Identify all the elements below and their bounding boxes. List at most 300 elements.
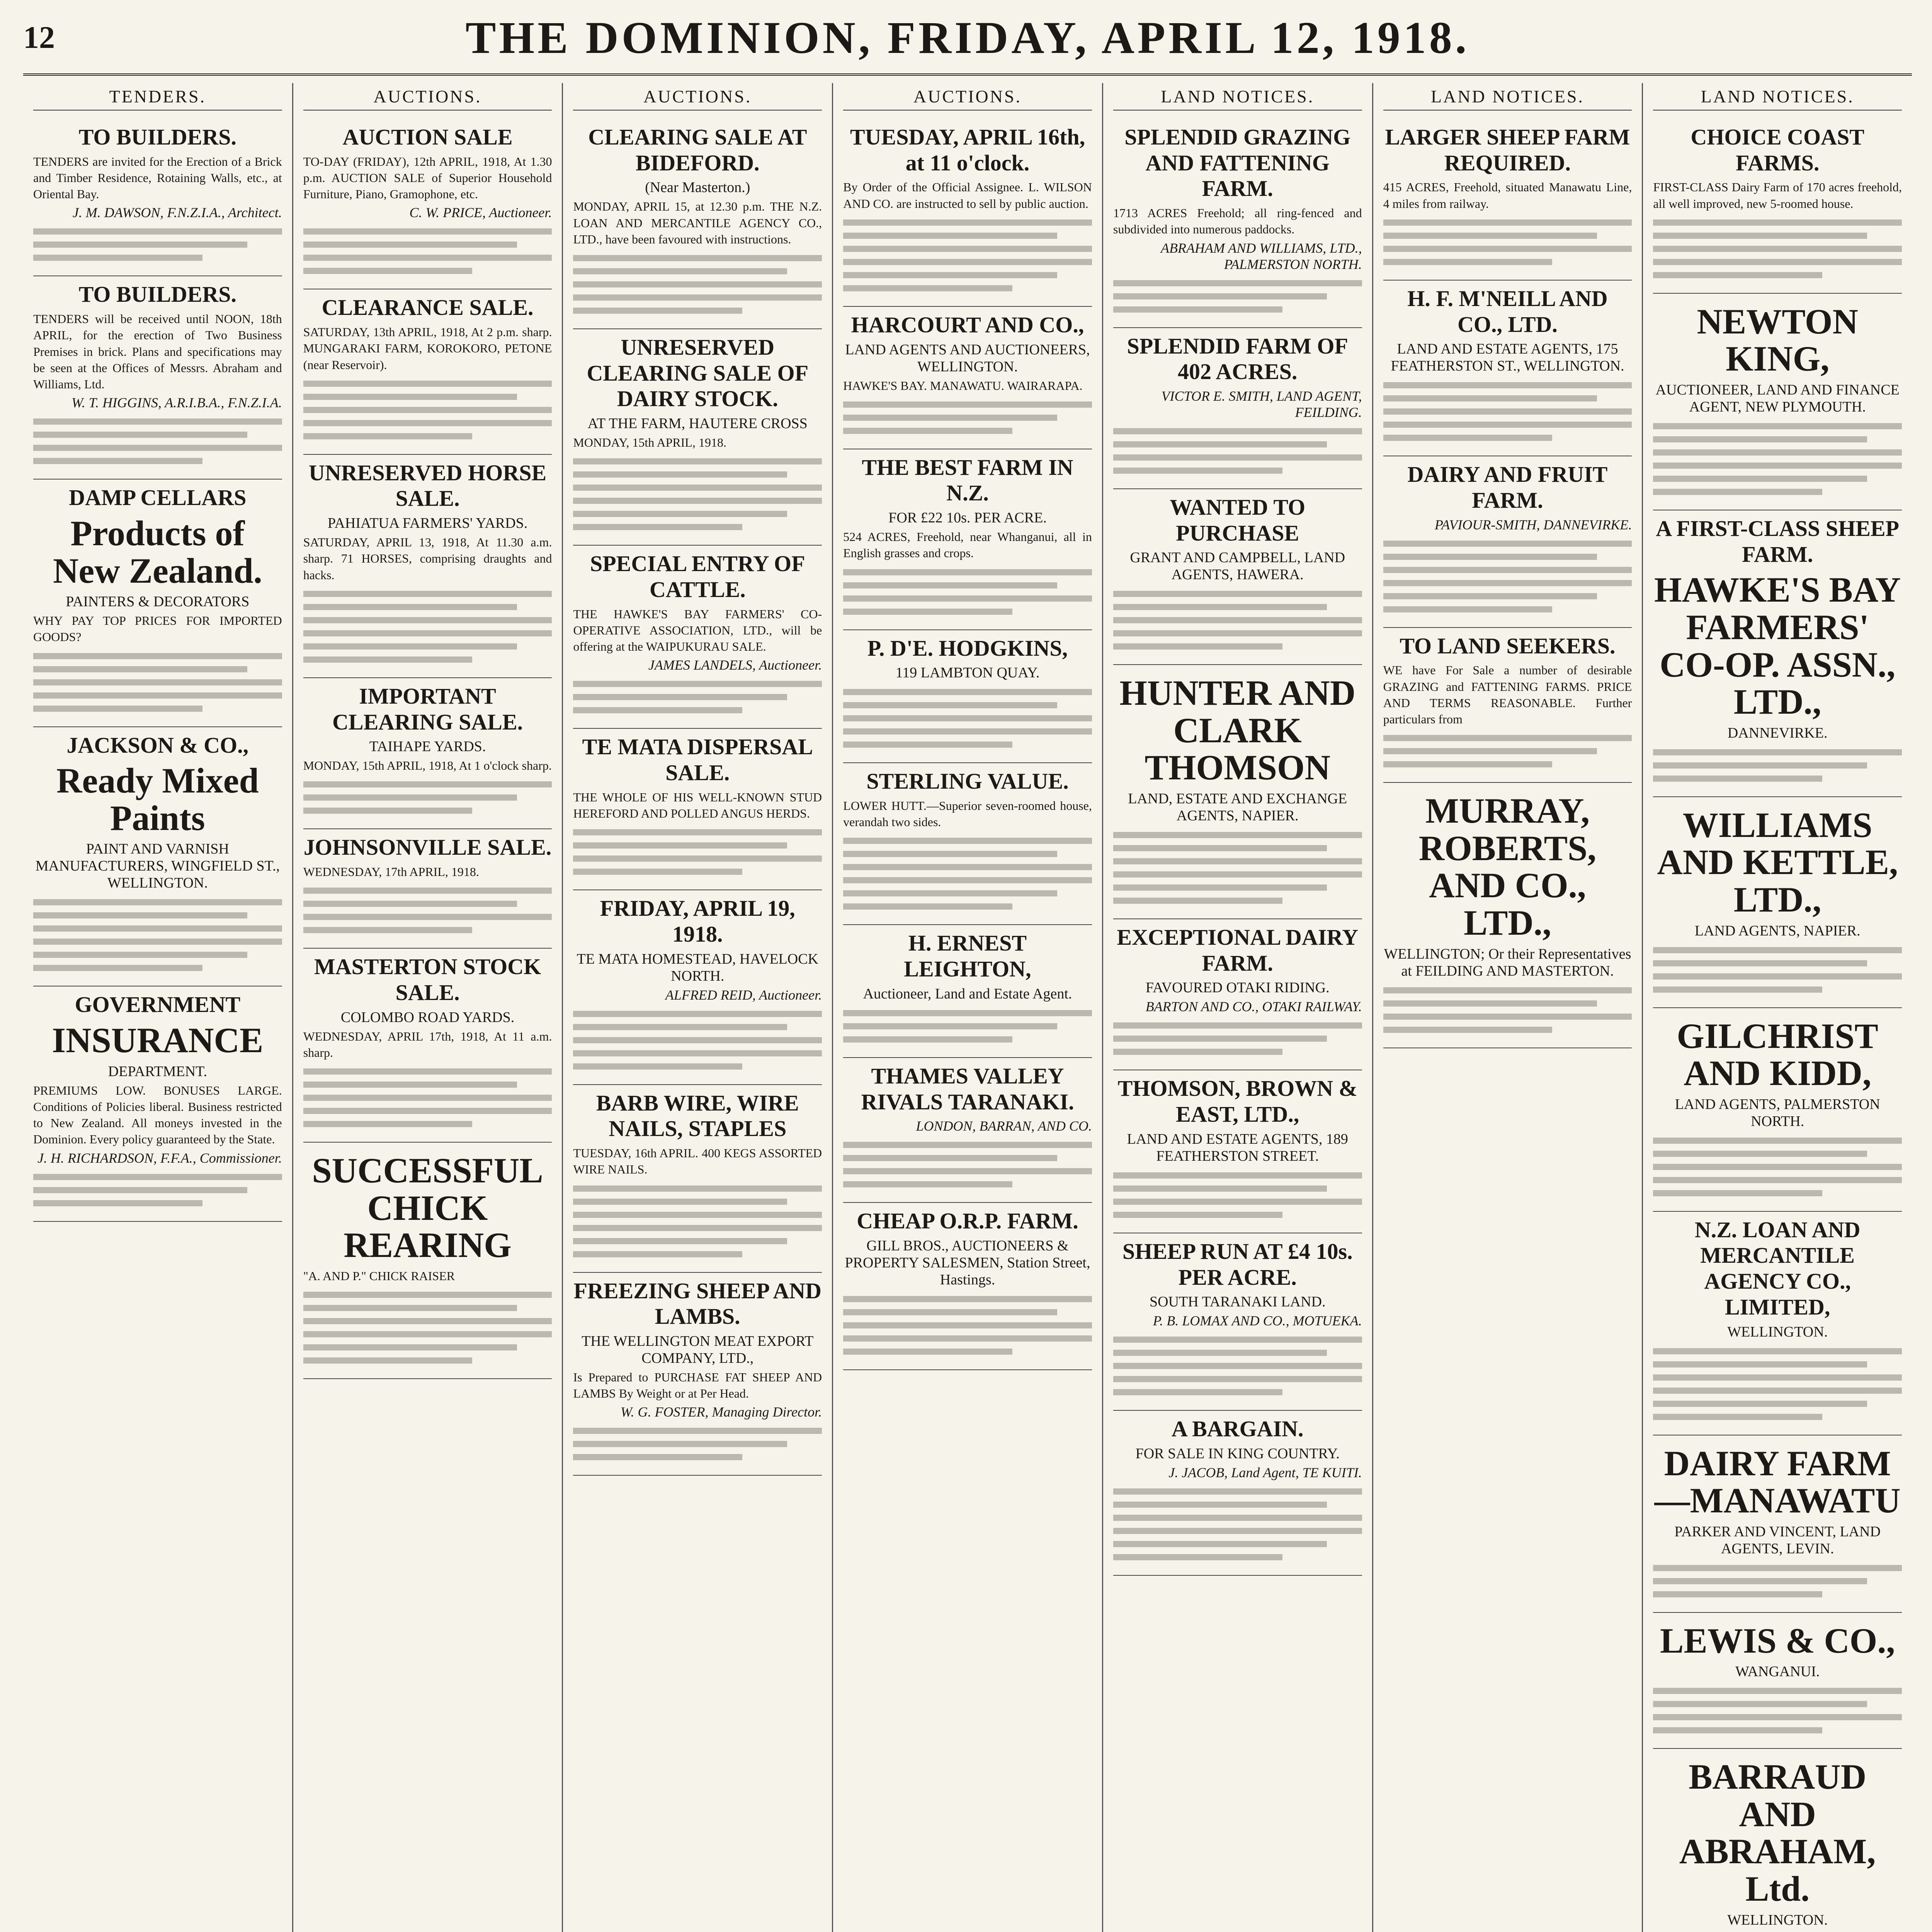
text-line [843,1010,1092,1016]
text-line [573,707,742,713]
ad-heading: THOMSON, BROWN & EAST, LTD., [1117,1076,1357,1127]
text-line [843,890,1057,896]
column-heading: LAND NOTICES. [1383,86,1632,111]
text-line [1113,1363,1362,1369]
text-line [1653,423,1902,429]
ad-body-text: 524 ACRES, Freehold, near Whanganui, all in English grasses and crops. [843,530,1092,560]
text-line [33,445,282,451]
ad-heading: DAMP CELLARS [69,485,247,510]
ad-body-text: MONDAY, 15th APRIL, 1918. [573,435,726,450]
text-line [303,420,552,426]
text-line [843,715,1092,721]
fine-print-lines [573,829,822,875]
fine-print-lines [1383,735,1632,767]
ad-display-title: BARRAUD AND ABRAHAM, Ltd. [1679,1757,1876,1909]
ad-heading: TO BUILDERS. [78,124,236,150]
advertisement [843,1203,1092,1370]
text-line [1653,219,1902,226]
text-line [843,1349,1012,1355]
text-line [1113,1212,1282,1218]
advertisement [1653,1435,1902,1613]
advertisement [1653,797,1902,1008]
ad-heading: FREEZING SHEEP AND LAMBS. [573,1278,821,1329]
text-line [573,268,787,274]
ad-heading: JACKSON & CO., [66,732,249,758]
ad-heading: CLEARANCE SALE. [321,295,534,320]
text-line [1113,1488,1362,1495]
fine-print-lines [1113,280,1362,313]
text-line [1383,246,1632,252]
advertisement [843,449,1092,630]
text-line [843,702,1057,708]
text-line [843,903,1012,910]
ad-display-title: GILCHRIST AND KIDD, [1677,1016,1878,1093]
ad-subheading: WANGANUI. [1735,1663,1820,1680]
fine-print-lines [33,228,282,261]
fine-print-lines [303,591,552,663]
text-line [303,901,517,907]
ad-subheading: PAHIATUA FARMERS' YARDS. [327,515,528,532]
ad-heading: P. D'E. HODGKINS, [867,635,1068,661]
fine-print-lines [843,1142,1092,1187]
text-line [1653,233,1867,239]
text-line [303,1331,552,1337]
fine-print-lines [843,401,1092,434]
ad-subheading: WELLINGTON. [1727,1323,1828,1340]
ad-body-text: MONDAY, 15th APRIL, 1918, At 1 o'clock sharp. [303,759,552,773]
text-line [843,1155,1057,1161]
text-line [33,939,282,945]
text-line [573,1063,742,1070]
text-line [33,912,247,918]
ad-heading: UNRESERVED HORSE SALE. [309,460,547,511]
ad-subheading: LAND AGENTS, NAPIER. [1694,922,1861,939]
text-line [1113,604,1327,610]
column-7 [1643,83,1912,1932]
text-line [843,1036,1012,1043]
ad-subheading: PAINTERS & DECORATORS [66,594,250,610]
ad-display-title: LEWIS & CO., [1660,1621,1895,1660]
advertisement [303,119,552,289]
ad-signature: J. M. DAWSON, F.N.Z.I.A., Architect. [72,205,282,221]
text-line [573,694,787,700]
ad-body-text: WE have For Sale a number of desirable GRAZING and FATTENING FARMS. PRICE AND TERMS REASONABLE. Further particulars from [1383,663,1632,726]
text-line [1383,735,1632,741]
text-line [303,1068,552,1075]
fine-print-lines [1653,1688,1902,1733]
text-line [33,432,247,438]
text-line [1653,436,1867,442]
text-line [33,666,247,672]
column-1 [23,83,293,1932]
text-line [573,1428,822,1434]
text-line [1383,1027,1553,1033]
fine-print-lines [1653,423,1902,495]
text-line [843,1181,1012,1187]
ad-heading: WANTED TO PURCHASE [1170,494,1306,546]
text-line [573,855,822,862]
advertisement [573,1085,822,1273]
text-line [843,233,1057,239]
text-line [843,595,1092,602]
text-line [1113,1541,1327,1547]
text-line [1113,832,1362,838]
text-line [843,428,1012,434]
advertisement [1113,1411,1362,1576]
fine-print-lines [303,381,552,439]
advertisement [1383,456,1632,628]
fine-print-lines [573,1011,822,1070]
fine-print-lines [1653,1348,1902,1420]
ad-body-text: SATURDAY, 13th APRIL, 1918, At 2 p.m. sharp. MUNGARAKI FARM, KOROKORO, PETONE (near Reservoir). [303,325,552,372]
text-line [843,1023,1057,1029]
text-line [33,952,247,958]
text-line [1653,1348,1902,1354]
fine-print-lines [1653,749,1902,782]
text-line [303,888,552,894]
text-line [1113,1554,1282,1560]
advertisement [1113,1233,1362,1411]
text-line [1113,591,1362,597]
text-line [1113,293,1327,299]
ad-subheading: Auctioneer, Land and Estate Agent. [863,985,1072,1002]
text-line [573,524,742,530]
text-line [303,643,517,650]
advertisement [573,729,822,890]
ad-body-text: TENDERS are invited for the Erection of a Brick and Timber Residence, Rotaining Walls, etc., at Oriental Bay. [33,154,282,201]
text-line [1383,259,1553,265]
fine-print-lines [1113,428,1362,474]
text-line [33,228,282,235]
ad-heading: CHOICE COAST FARMS. [1690,124,1864,175]
text-line [303,617,552,623]
text-line [1653,1414,1822,1420]
text-line [573,1441,787,1447]
ad-subheading: LAND AND ESTATE AGENTS, 175 FEATHERSTON ST., WELLINGTON. [1391,341,1624,374]
text-line [843,1168,1092,1174]
text-line [33,653,282,659]
text-line [1653,1688,1902,1694]
advertisement [1383,783,1632,1048]
text-line [1383,541,1632,547]
fine-print-lines [573,255,822,314]
text-line [1383,1000,1597,1007]
column-4 [833,83,1103,1932]
text-line [1113,1337,1362,1343]
text-line [573,869,742,875]
ad-signature: J. JACOB, Land Agent, TE KUITI. [1168,1464,1362,1480]
advertisement [33,480,282,727]
ad-body-text: FIRST-CLASS Dairy Farm of 170 acres freehold, all well improved, new 5-roomed house. [1653,180,1902,211]
columns [23,83,1912,1932]
ad-heading: UNRESERVED CLEARING SALE OF DAIRY STOCK. [587,335,809,412]
text-line [303,268,473,274]
column-6 [1373,83,1643,1932]
text-line [1653,1701,1867,1707]
text-line [33,925,282,932]
ad-heading: TE MATA DISPERSAL SALE. [582,734,813,786]
advertisement [1113,665,1362,919]
advertisement [1383,628,1632,783]
text-line [303,381,552,387]
text-line [843,285,1012,291]
text-line [1653,1164,1902,1170]
advertisement [303,455,552,678]
ad-display-title: Ready Mixed Paints [56,761,259,838]
advertisement [303,289,552,454]
text-line [1653,986,1822,993]
text-line [843,1322,1092,1328]
text-line [303,591,552,597]
advertisement [33,986,282,1221]
ad-heading: N.Z. LOAN AND MERCANTILE AGENCY CO., LIMITED, [1694,1217,1861,1320]
ad-body-text: WHY PAY TOP PRICES FOR IMPORTED GOODS? [33,614,282,644]
ad-heading: THE BEST FARM IN N.Z. [862,454,1073,506]
fine-print-lines [303,888,552,933]
ad-body-text: 1713 ACRES Freehold; all ring-fenced and subdivided into numerous paddocks. [1113,206,1362,236]
fine-print-lines [1113,1337,1362,1395]
ad-heading: CHEAP O.R.P. FARM. [857,1208,1078,1234]
ad-subheading: THE WELLINGTON MEAT EXPORT COMPANY, LTD., [582,1333,814,1366]
text-line [1113,1185,1327,1192]
text-line [1113,1376,1362,1382]
text-line [1113,428,1362,434]
column-heading: TENDERS. [33,86,282,111]
advertisement [843,307,1092,449]
ad-body-text: WEDNESDAY, APRIL 17th, 1918, At 11 a.m. sharp. [303,1029,552,1060]
text-line [573,1050,822,1056]
text-line [1383,593,1597,599]
ad-heading: H. F. M'NEILL AND CO., LTD. [1407,286,1608,337]
text-line [1653,1578,1867,1584]
text-line [33,255,202,261]
text-line [303,604,517,610]
text-line [843,415,1057,421]
advertisement [303,678,552,830]
text-line [1653,463,1902,469]
text-line [1653,749,1902,755]
ad-heading: A FIRST-CLASS SHEEP FARM. [1656,516,1899,567]
fine-print-lines [1113,1172,1362,1218]
masthead [23,8,1912,76]
ad-heading: EXCEPTIONAL DAIRY FARM. [1117,925,1359,976]
ad-display-title: DAIRY FARM—MANAWATU [1654,1443,1901,1520]
ad-heading: HARCOURT AND CO., [851,312,1084,337]
text-line [843,838,1092,844]
fine-print-lines [1383,987,1632,1033]
ad-subheading: SOUTH TARANAKI LAND. [1150,1294,1326,1310]
ad-body-text: TENDERS will be received until NOON, 18th APRIL, for the erection of Two Business Premises in brick. Plans and specifications may be seen at the Offices of Messrs. Abraham and Williams, Ltd. [33,312,282,391]
text-line [1653,1374,1902,1381]
text-line [303,242,517,248]
text-line [573,294,822,301]
advertisement [843,1058,1092,1203]
ad-subheading: DANNEVIRKE. [1727,724,1828,741]
advertisement [843,119,1092,307]
advertisement [1383,119,1632,281]
text-line [303,656,473,663]
ad-subheading: COLOMBO ROAD YARDS. [340,1009,515,1026]
fine-print-lines [573,1185,822,1257]
text-line [1383,395,1597,401]
fine-print-lines [303,228,552,274]
column-heading: AUCTIONS. [573,86,822,111]
column-3 [563,83,833,1932]
fine-print-lines [33,1174,282,1206]
text-line [303,228,552,235]
advertisement [1383,281,1632,456]
ad-subheading: WELLINGTON. [1727,1912,1828,1928]
text-line [303,781,552,787]
ad-subheading: LAND, ESTATE AND EXCHANGE AGENTS, NAPIER. [1128,791,1347,824]
fine-print-lines [573,681,822,713]
ad-subheading: GRANT AND CAMPBELL, LAND AGENTS, HAWERA. [1130,549,1345,583]
ad-body-text: MONDAY, APRIL 15, at 12.30 p.m. THE N.Z. LOAN AND MERCANTILE AGENCY CO., LTD., have been favoured with instructions. [573,199,822,246]
text-line [1383,233,1597,239]
text-line [1653,1388,1902,1394]
ad-subheading: 119 LAMBTON QUAY. [895,665,1040,681]
ad-heading: A BARGAIN. [1171,1416,1304,1442]
text-line [33,899,282,905]
text-line [33,1200,202,1206]
advertisement [1113,489,1362,665]
text-line [1653,449,1902,456]
text-line [1113,1022,1362,1029]
advertisement [573,890,822,1085]
fine-print-lines [843,569,1092,615]
text-line [303,407,552,413]
column-heading: AUCTIONS. [303,86,552,111]
text-line [1383,987,1632,993]
text-line [573,1225,822,1231]
text-line [303,914,552,920]
ad-signature: LONDON, BARRAN, AND CO. [916,1118,1092,1134]
text-line [1383,422,1632,428]
text-line [1653,776,1822,782]
fine-print-lines [33,899,282,971]
text-line [1113,1528,1362,1534]
fine-print-lines [843,838,1092,910]
text-line [1653,272,1822,278]
ad-heading: AUCTION SALE [342,124,513,150]
text-line [573,458,822,464]
ad-body-text: HAWKE'S BAY. MANAWATU. WAIRARAPA. [843,378,1083,393]
text-line [573,255,822,261]
advertisement [1653,119,1902,294]
text-line [1113,1172,1362,1179]
ad-heading: IMPORTANT CLEARING SALE. [332,683,523,735]
ad-heading: STERLING VALUE. [866,769,1069,794]
advertisement [573,329,822,546]
text-line [1113,1502,1327,1508]
text-line [1653,1177,1902,1183]
text-line [1653,1565,1902,1571]
text-line [303,1318,552,1324]
advertisement [303,829,552,949]
column-5 [1103,83,1373,1932]
advertisement [573,1273,822,1476]
advertisement [1113,119,1362,328]
fine-print-lines [1113,1488,1362,1560]
ad-signature: BARTON AND CO., OTAKI RAILWAY. [1145,999,1362,1015]
fine-print-lines [1383,219,1632,265]
fine-print-lines [843,219,1092,291]
ad-body-text: "A. AND P." CHICK RAISER [303,1269,455,1283]
fine-print-lines [1653,947,1902,993]
text-line [33,458,202,464]
text-line [843,246,1092,252]
text-line [573,498,822,504]
text-line [843,569,1092,575]
text-line [573,511,787,517]
ad-body-text: WEDNESDAY, 17th APRIL, 1918. [303,865,479,879]
ad-heading: SPLENDID FARM OF 402 ACRES. [1127,333,1348,384]
text-line [573,1024,787,1030]
text-line [303,808,473,814]
text-line [303,1344,517,1350]
text-line [1383,435,1553,441]
text-line [843,728,1092,735]
fine-print-lines [843,1296,1092,1355]
text-line [1383,580,1632,586]
text-line [1383,1014,1632,1020]
text-line [843,219,1092,226]
ad-subheading: GILL BROS., AUCTIONEERS & PROPERTY SALESMEN, Station Street, Hastings. [845,1237,1090,1288]
text-line [1653,1591,1822,1597]
fine-print-lines [303,1292,552,1364]
text-line [303,394,517,400]
text-line [1113,1350,1327,1356]
text-line [843,582,1057,588]
text-line [573,1251,742,1257]
fine-print-lines [33,418,282,464]
text-line [1383,567,1632,573]
text-line [1113,454,1362,461]
text-line [303,1305,517,1311]
text-line [843,272,1057,278]
text-line [843,259,1092,265]
text-line [303,630,552,636]
ad-display-title: HAWKE'S BAY FARMERS' CO-OP. ASSN., LTD., [1654,570,1901,722]
column-heading: AUCTIONS. [843,86,1092,111]
ad-body-text: TUESDAY, 16th APRIL. 400 KEGS ASSORTED WIRE NAILS. [573,1146,822,1177]
advertisement [843,630,1092,764]
ad-heading: TO BUILDERS. [78,282,236,307]
text-line [843,1296,1092,1302]
text-line [843,689,1092,695]
text-line [1653,259,1902,265]
text-line [1653,246,1902,252]
text-line [303,1082,517,1088]
text-line [573,471,787,478]
ad-subheading: AUCTIONEER, LAND AND FINANCE AGENT, NEW PLYMOUTH. [1655,382,1900,415]
fine-print-lines [303,781,552,814]
ad-heading: TUESDAY, APRIL 16th, at 11 o'clock. [850,124,1085,175]
ad-signature: P. B. LOMAX AND CO., MOTUEKA. [1153,1313,1362,1329]
ad-heading: H. ERNEST LEIGHTON, [904,930,1031,982]
advertisement [1653,510,1902,797]
advertisement [1113,1070,1362,1233]
text-line [1113,1515,1362,1521]
advertisement [843,763,1092,925]
advertisement [1113,919,1362,1070]
fine-print-lines [573,1428,822,1460]
text-line [303,255,552,261]
ad-subheading: PARKER AND VINCENT, LAND AGENTS, LEVIN. [1674,1523,1881,1557]
ad-body-text: LOWER HUTT.—Superior seven-roomed house, verandah two sides. [843,798,1092,829]
ad-display-title: SUCCESSFUL CHICK REARING [312,1151,543,1265]
ad-display-title: WILLIAMS AND KETTLE, LTD., [1657,805,1898,919]
